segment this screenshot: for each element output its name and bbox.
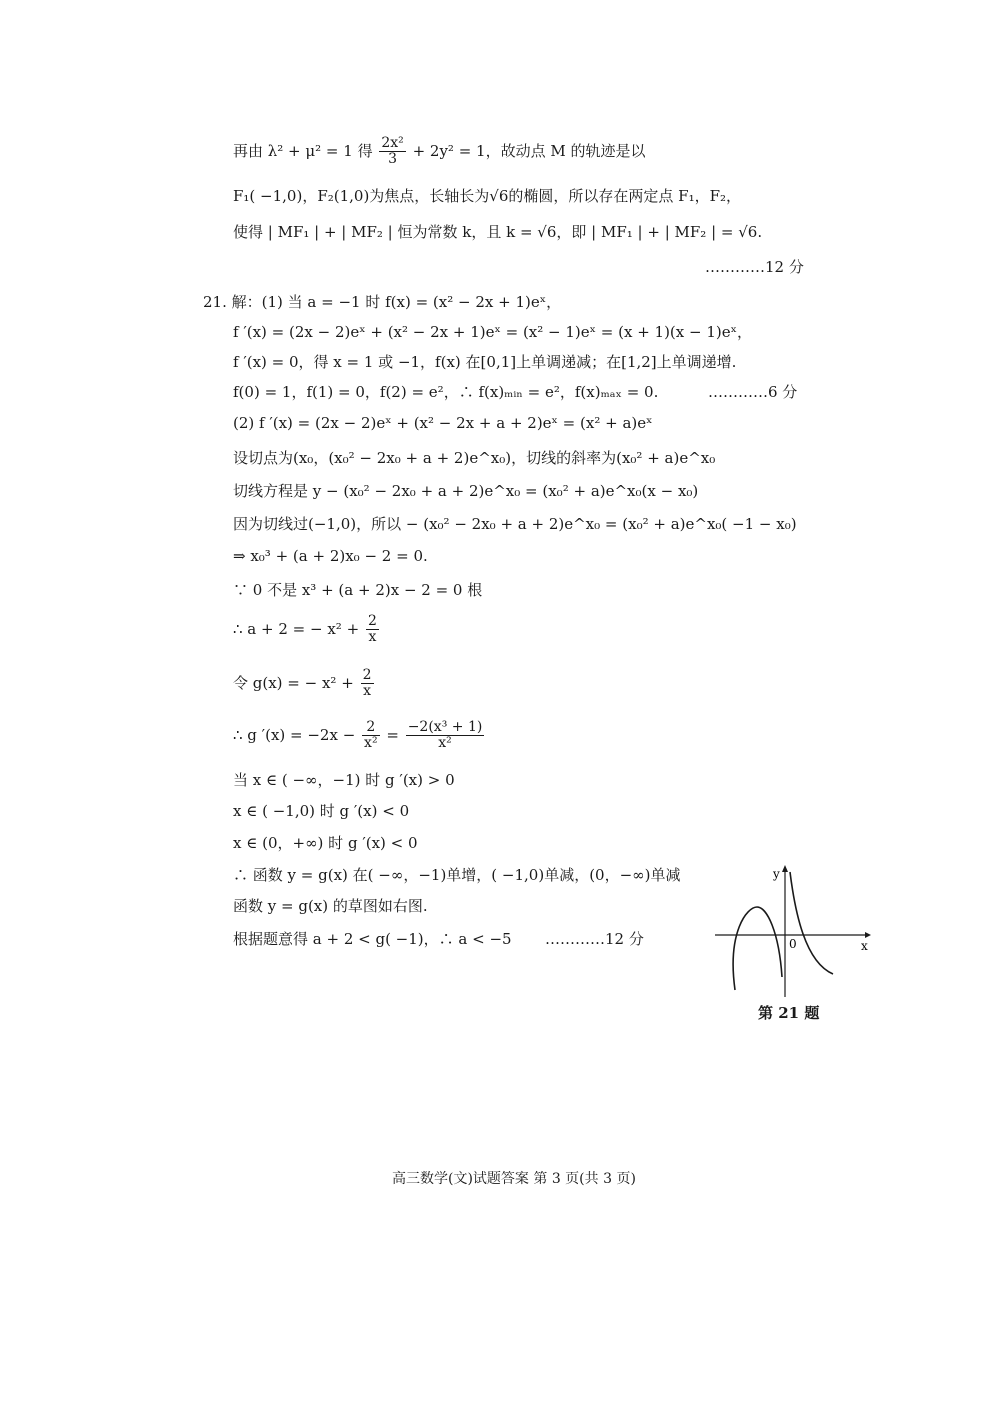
x-axis-label: x: [861, 939, 868, 953]
fraction: [362, 720, 380, 752]
fraction-numerator: 2: [362, 667, 372, 683]
text-line: ⇒ x₀³ + (a + 2)x₀ − 2 = 0.: [233, 547, 428, 565]
score-mark: …………6 分: [708, 383, 798, 401]
text-line: 切线方程是 y − (x₀² − 2x₀ + a + 2)e^x₀ = (x₀² + a)e^x₀(x − x₀): [233, 482, 699, 500]
fraction-denominator: x²: [364, 735, 378, 752]
text-span: ∴ g ′(x) = −2x −: [233, 725, 356, 744]
text-line: f ′(x) = 0，得 x = 1 或 −1，f(x) 在[0,1]上单调递减；在[1,2]上单调递增.: [233, 353, 737, 371]
fraction: [406, 720, 485, 752]
fraction-numerator: 2: [362, 720, 380, 736]
fraction-numerator: 2x²: [381, 135, 404, 151]
score-mark: …………12 分: [545, 930, 644, 948]
fraction: [366, 614, 379, 646]
origin-label: 0: [789, 937, 797, 951]
curve-left-branch: [733, 907, 782, 990]
text-line: 根据题意得 a + 2 < g( −1)，∴ a < −5: [233, 930, 512, 948]
y-axis-label: y: [773, 867, 780, 881]
text-line: ∵ 0 不是 x³ + (a + 2)x − 2 = 0 根: [233, 581, 483, 599]
fraction-denominator: 3: [388, 151, 398, 168]
score-mark: …………12 分: [705, 258, 804, 276]
text-span: + 2y² = 1，故动点 M 的轨迹是以: [412, 141, 646, 160]
text-line: f ′(x) = (2x − 2)eˣ + (x² − 2x + 1)eˣ = (x² − 1)eˣ = (x + 1)(x − 1)eˣ，: [233, 323, 752, 341]
fraction-numerator: −2(x³ + 1): [407, 719, 483, 735]
text-line: x ∈ ( −1,0) 时 g ′(x) < 0: [233, 802, 410, 820]
text-line: (2) f ′(x) = (2x − 2)eˣ + (x² − 2x + a + 2)eˣ = (x² + a)eˣ: [233, 414, 653, 432]
text-line: [233, 720, 486, 752]
text-line: 使得 | MF₁ | + | MF₂ | 恒为常数 k，且 k = √6，即 | MF₁ | + | MF₂ | = √6.: [233, 223, 763, 241]
text-line: F₁( −1,0)，F₂(1,0)为焦点，长轴长为√6的椭圆，所以存在两定点 F₁，F₂，: [233, 187, 742, 205]
fraction-denominator: x²: [438, 735, 452, 752]
y-axis-arrow: [782, 865, 788, 872]
curve-right-branch: [790, 872, 833, 974]
fraction: [361, 668, 374, 700]
text-line: ∴ 函数 y = g(x) 在( −∞，−1)单增，( −1,0)单减，(0，−∞)单减: [233, 866, 681, 884]
figure-caption: 第 21 题: [758, 1004, 820, 1022]
function-graph: [705, 862, 875, 1002]
problem-heading: 21. 解：(1) 当 a = −1 时 f(x) = (x² − 2x + 1)eˣ，: [203, 293, 562, 311]
text-line: [233, 136, 645, 168]
text-span: =: [386, 725, 399, 744]
text-line: [233, 614, 381, 646]
page-footer: 高三数学(文)试题答案 第 3 页(共 3 页): [392, 1171, 636, 1187]
text-line: 函数 y = g(x) 的草图如右图.: [233, 897, 428, 915]
text-line: 因为切线过(−1,0)，所以 − (x₀² − 2x₀ + a + 2)e^x₀ = (x₀² + a)e^x₀( −1 − x₀): [233, 515, 797, 533]
fraction-denominator: x: [368, 629, 377, 646]
text-line: [233, 668, 376, 700]
fraction: [379, 136, 405, 168]
text-line: x ∈ (0，+∞) 时 g ′(x) < 0: [233, 834, 418, 852]
text-line: 当 x ∈ ( −∞，−1) 时 g ′(x) > 0: [233, 771, 455, 789]
fraction-denominator: x: [363, 683, 371, 700]
text-span: ∴ a + 2 = − x² +: [233, 619, 360, 638]
text-line: f(0) = 1，f(1) = 0，f(2) = e²，∴ f(x)ₘᵢₙ = e²，f(x)ₘₐₓ = 0.: [233, 383, 659, 401]
fraction-numerator: 2: [367, 613, 377, 629]
text-span: 再由 λ² + μ² = 1 得: [233, 141, 373, 160]
text-span: 令 g(x) = − x² +: [233, 673, 354, 692]
x-axis-arrow: [865, 932, 871, 938]
text-line: 设切点为(x₀，(x₀² − 2x₀ + a + 2)e^x₀)，切线的斜率为(x₀² + a)e^x₀: [233, 449, 716, 467]
